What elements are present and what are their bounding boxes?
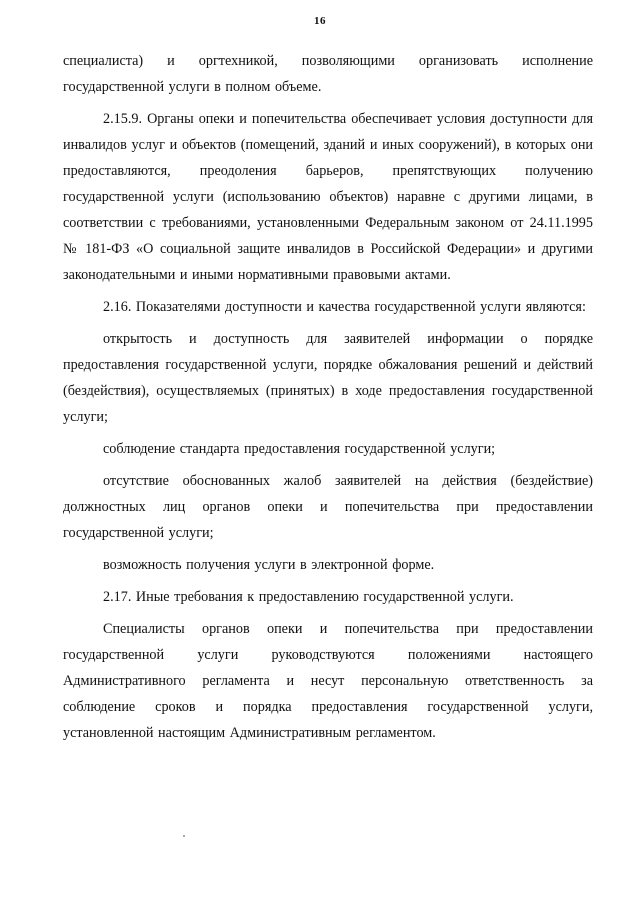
paragraph-2-17: 2.17. Иные требования к предоставлению государственной услуги. xyxy=(103,589,514,605)
paragraph-continuation: специалиста) и оргтехникой, позволяющими организовать исполнение государственной услуги в полном объеме. xyxy=(63,53,593,95)
page-number: 16 xyxy=(314,15,326,27)
list-item-openness: открытость и доступность для заявителей информации о порядке предоставления государственной услуги, порядке обжалования решений и действий (бездействия), осуществляемых (принятых) в ходе предоставления государственной услуги; xyxy=(63,331,593,425)
list-item-standard: соблюдение стандарта предоставления государственной услуги; xyxy=(103,441,496,457)
paragraph-2-16: 2.16. Показателями доступности и качества государственной услуги являются: xyxy=(103,299,586,315)
paragraph-2-15-9: 2.15.9. Органы опеки и попечительства обеспечивает условия доступности для инвалидов услуг и объектов (помещений, зданий и иных сооружений), в которых они предоставляются, преодоления барьеров, препятствующих получению государственной услуги (использованию объектов) наравне с другими лицами, в соответствии с требованиями, установленными Федеральным законом от 24.11.1995 № 181-ФЗ «О социальной защите инвалидов в Российской Федерации» и другими законодательными и иными нормативными правовыми актами. xyxy=(63,111,593,283)
list-item-electronic: возможность получения услуги в электронной форме. xyxy=(103,557,435,573)
document-body xyxy=(63,48,593,746)
scan-speck xyxy=(183,835,185,837)
list-item-no-complaints: отсутствие обоснованных жалоб заявителей на действия (бездействие) должностных лиц органов опеки и попечительства при предоставлении государственной услуги; xyxy=(63,473,593,541)
paragraph-specialists: Специалисты органов опеки и попечительства при предоставлении государственной услуги руководствуются положениями настоящего Административного регламента и несут персональную ответственность за соблюдение сроков и порядка предоставления государственной услуги, установленной настоящим Административным регламентом. xyxy=(63,621,593,741)
